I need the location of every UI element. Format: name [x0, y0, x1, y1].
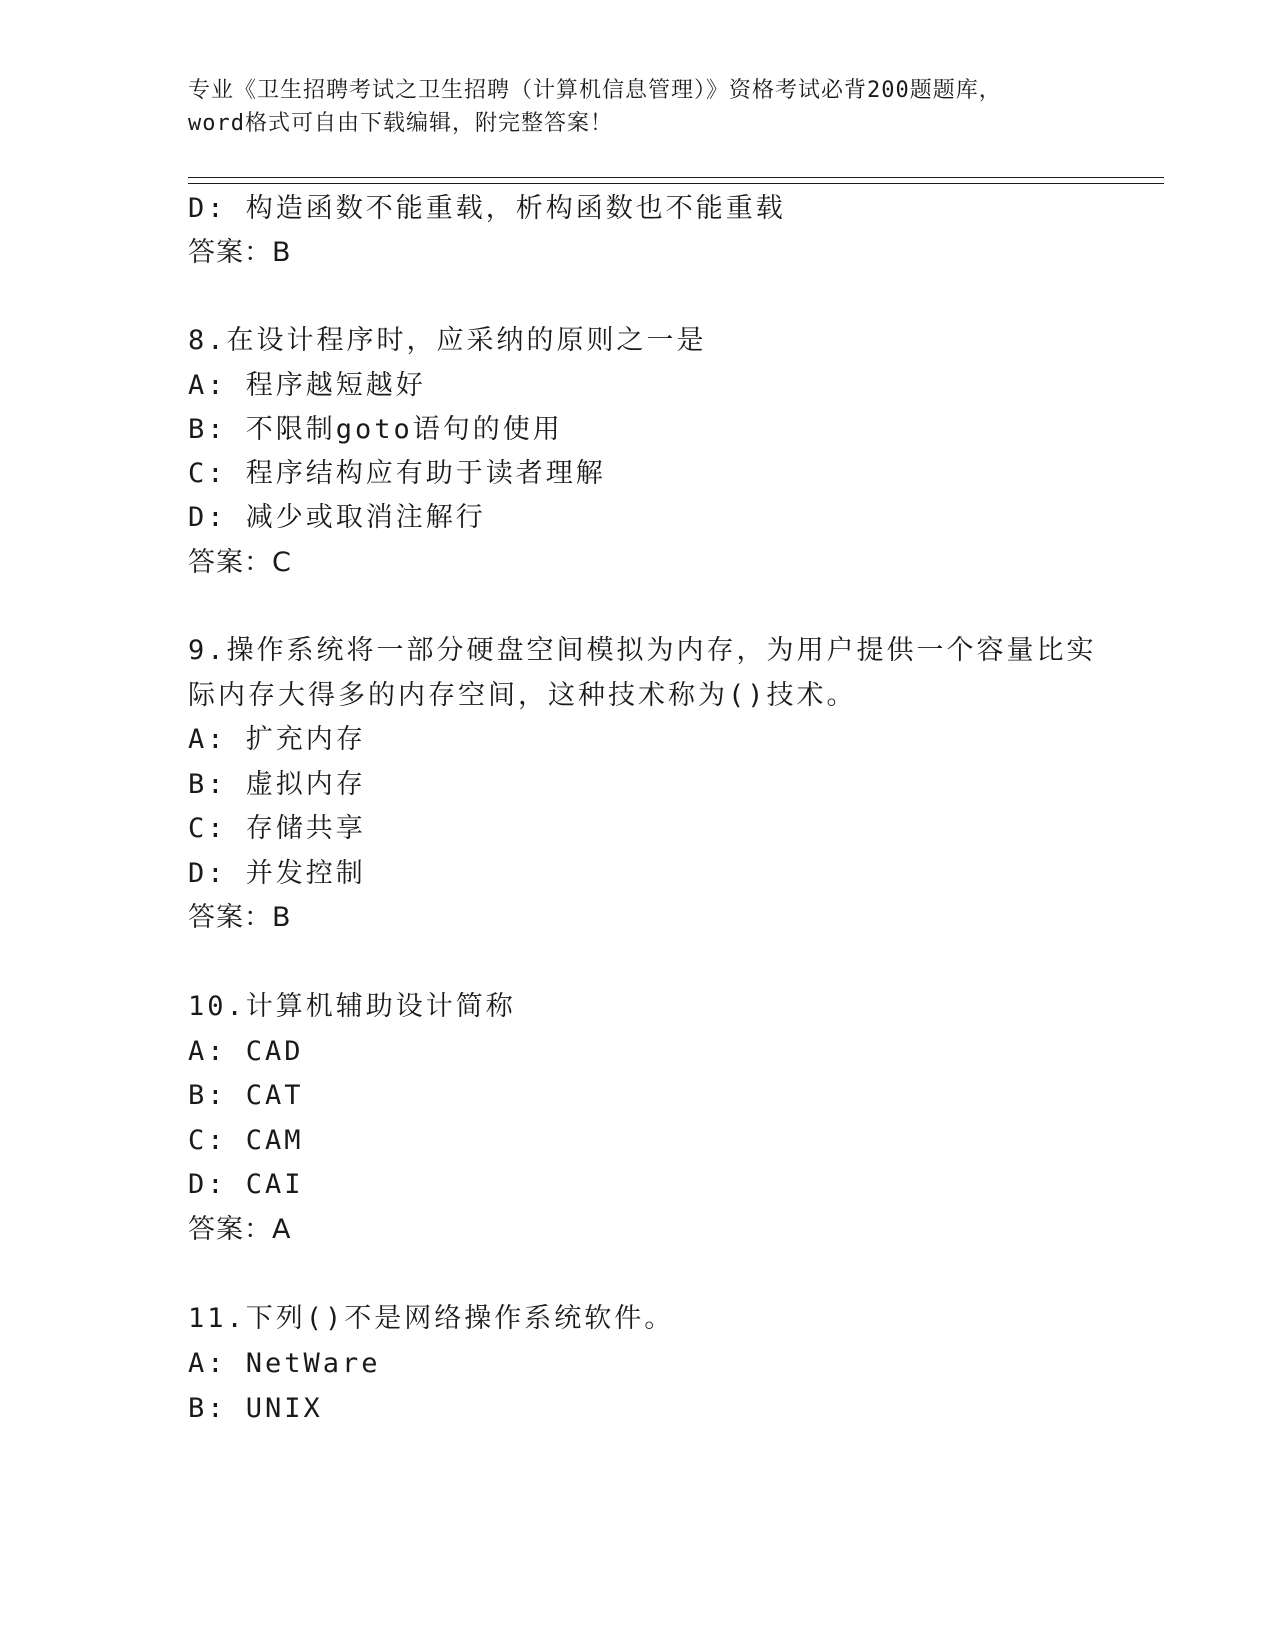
question-9-stem-line-1: 9.操作系统将一部分硬盘空间模拟为内存，为用户提供一个容量比实 — [188, 635, 1097, 666]
question-8-option-d: D: 减少或取消注解行 — [188, 502, 486, 533]
question-10-option-c: C: CAM — [188, 1125, 304, 1156]
question-9-option-d: D: 并发控制 — [188, 858, 366, 889]
question-9-option-c: C: 存储共享 — [188, 813, 366, 844]
question-9-answer: 答案：B — [188, 902, 292, 933]
document-header — [188, 74, 1088, 140]
prev-option-d: D: 构造函数不能重载，析构函数也不能重载 — [188, 193, 786, 224]
question-11-option-a: A: NetWare — [188, 1348, 381, 1379]
question-10-option-b: B: CAT — [188, 1080, 304, 1111]
prev-answer: 答案：B — [188, 237, 292, 268]
question-10-option-a: A: CAD — [188, 1036, 304, 1067]
question-9-option-b: B: 虚拟内存 — [188, 769, 366, 800]
question-10-option-d: D: CAI — [188, 1169, 304, 1200]
header-divider-bottom — [188, 183, 1164, 184]
question-8-stem: 8.在设计程序时，应采纳的原则之一是 — [188, 325, 707, 356]
question-11-option-b: B: UNIX — [188, 1393, 323, 1424]
question-9-stem-line-2: 际内存大得多的内存空间，这种技术称为()技术。 — [188, 680, 857, 711]
question-8-option-a: A: 程序越短越好 — [188, 370, 426, 401]
header-title-line-1: 专业《卫生招聘考试之卫生招聘（计算机信息管理）》资格考试必背200题题库， — [188, 78, 1002, 103]
question-8-answer: 答案：C — [188, 547, 292, 578]
header-title-line-2: word格式可自由下载编辑，附完整答案！ — [188, 111, 613, 136]
question-8-option-c: C: 程序结构应有助于读者理解 — [188, 458, 606, 489]
header-divider-top — [188, 177, 1164, 178]
question-10-answer: 答案：A — [188, 1214, 292, 1245]
question-11-stem: 11.下列()不是网络操作系统软件。 — [188, 1303, 675, 1334]
question-9-option-a: A: 扩充内存 — [188, 724, 366, 755]
question-8-option-b: B: 不限制goto语句的使用 — [188, 414, 563, 445]
question-10-stem: 10.计算机辅助设计简称 — [188, 991, 516, 1022]
